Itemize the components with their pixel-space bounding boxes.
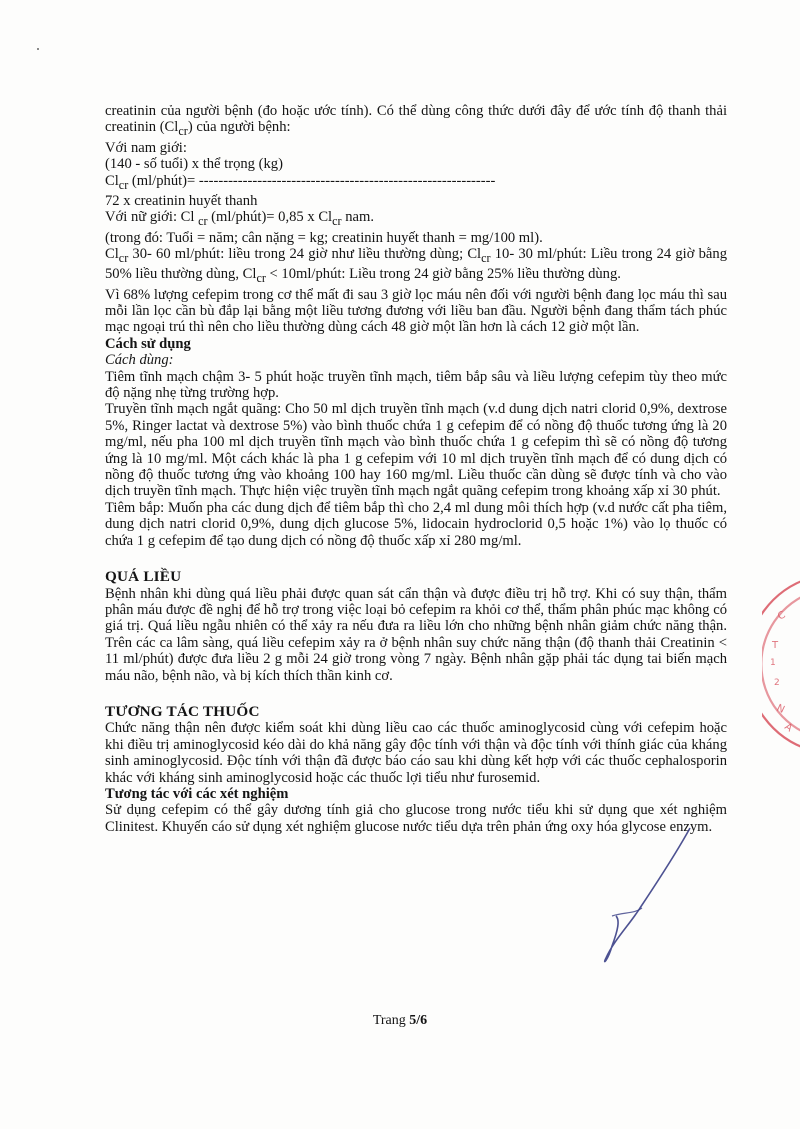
svg-text:A: A [782, 721, 795, 735]
interaction-heading: TƯƠNG TÁC THUỐC [105, 702, 260, 720]
usage-heading: Cách sử dụng [105, 335, 191, 352]
overdose-heading: QUÁ LIỀU [105, 568, 182, 586]
page-number: 5/6 [409, 1013, 428, 1028]
svg-text:N: N [774, 702, 787, 716]
svg-text:1: 1 [770, 658, 776, 668]
section-gap [105, 684, 727, 704]
formula-numerator: (140 - số tuổi) x thể trọng (kg) [105, 156, 283, 173]
signature-mark-icon [590, 820, 710, 980]
lab-interaction-paragraph: Sử dụng cefepim có thể gây dương tính giả cho glucose trong nước tiểu khi sử dụng que xét nghiệm Clinitest. Khuyến cáo sử dụng xét nghiệm glucose nước tiểu dựa trên phản ứng oxy hóa glycose enzym. [105, 802, 727, 835]
formula-row: $Cl_{cr}$ (ml/phút)= ------------------------------------------------------------- [105, 172, 496, 192]
stamp-seal-icon [762, 560, 800, 760]
dialysis-paragraph: Vì 68% lượng cefepim trong cơ thể mất đi sau 3 giờ lọc máu nên đối với người bệnh đang lọc máu thì sau mỗi lần lọc cần bù đắp lại bằng một liều tương đương với liều ban đầu. Người bệnh đang thẩm tách phúc mạc ngoại trú thì nên cho liều thường dùng cách 48 giờ một lần hơn là cách 12 giờ một lần. [105, 286, 727, 336]
overdose-paragraph: Bệnh nhân khi dùng quá liều phải được quan sát cẩn thận và được điều trị hỗ trợ. Khi có suy thận, thẩm phân máu được đề nghị để hỗ trợ trong việc loại bỏ cefepim ra khỏi cơ thể, thẩm phân phúc mạc không có giá trị. Quá liều ngẫu nhiên có thể xảy ra nếu đưa ra liều lớn cho những bệnh nhân giảm chức năng thận. Trên các ca lâm sàng, quá liều cefepim xảy ra ở bệnh nhân suy chức năng thận (độ thanh thải Creatinin < 11 ml/phút) được đưa liều 2 g mỗi 24 giờ trong vòng 7 ngày. Bệnh nhân gặp phải tác dụng tai biến mạch máu não, bệnh não, và bị kích thích thần kinh cơ. [105, 585, 727, 684]
scan-speck [37, 48, 39, 50]
paragraph-clearance-intro: creatinin của người bệnh (đo hoặc ước tính). Có thể dùng công thức dưới đây để ước tính độ thanh thải creatinin $(Cl_{cr})$ của người bệnh: [105, 103, 727, 139]
usage-paragraph-1: Tiêm tĩnh mạch chậm 3- 5 phút hoặc truyền tĩnh mạch, tiêm bắp sâu và liều lượng cefepim tùy theo mức độ nặng nhẹ từng trường hợp. [105, 368, 727, 402]
usage-paragraph-3: Tiêm bắp: Muốn pha các dung dịch để tiêm bắp thì cho 2,4 ml dung môi thích hợp (v.d nước cất pha tiêm, dung dịch natri clorid 0,9%, dung dịch glucose 5%, lidocain hydroclorid 0,5 hoặc 1%) vào lọ thuốc có chứa 1 g cefepim để tạo dung dịch có nồng độ thuốc xấp xỉ 280 mg/ml. [105, 499, 727, 549]
method-heading: Cách dùng: [105, 352, 174, 369]
formula-fraction-line: ------------------------------------------------------------- [198, 172, 496, 189]
formula-denominator: 72 x creatinin huyết thanh [105, 192, 258, 209]
interaction-paragraph: Chức năng thận nên được kiểm soát khi dùng liều cao các thuốc aminoglycosid cùng với cefepim hoặc khi điều trị aminoglycosid kéo dài do khả năng gây độc tính với thận và độc tính với thính giác của kháng sinh aminoglycosid. Độc tính với thận đã được báo cáo sau khi dùng kết hợp với các thuốc cephalosporin khác với kháng sinh aminoglycosid hoặc các thuốc lợi tiểu như furosemid. [105, 720, 727, 786]
page-footer: Trang 5/6 [372, 1013, 428, 1028]
svg-text:T: T [772, 640, 779, 651]
usage-paragraph-2: Truyền tĩnh mạch ngắt quãng: Cho 50 ml dịch truyền tĩnh mạch (v.d dung dịch natri clorid 0,9%, dextrose 5%, Ringer lactat và dextrose 5%) vào bình thuốc chứa 1 g cefepim để có nồng độ thuốc tương ứng là 20 mg/ml, nếu pha 100 ml dịch truyền tĩnh mạch vào bình thuốc chứa 1 g cefepim thì sẽ có nồng độ tương ứng là 10 mg/ml. Một cách khác là pha 1 g cefepim với 10 ml dịch truyền tĩnh mạch để có dung dịch có nồng độ thuốc tương ứng vào khoảng 100 hay 160 mg/ml. Liều thuốc cần dùng sẽ được tính và cho vào dịch truyền tĩnh mạch. Thực hiện việc truyền tĩnh mạch ngắt quãng cefepim trong khoảng xấp xỉ 30 phút. [105, 401, 727, 500]
svg-text:C: C [776, 609, 788, 623]
female-formula: Với nữ giới: Cl $_{cr}$ (ml/phút)= 0,85 x $Cl_{cr}$ nam. [105, 209, 374, 229]
units-note: (trong đó: Tuổi = năm; cân nặng = kg; creatinin huyết thanh = mg/100 ml). [105, 229, 543, 246]
dose-adjustment: $Cl_{cr}$ 30- 60 ml/phút: liều trong 24 giờ như liều thường dùng; $Cl_{cr}$ 10- 30 ml/phút: Liều trong 24 giờ bằng 50% liều thường dùng, $Cl_{cr}$ < 10ml/phút: Liều trong 24 giờ bằng 25% liều thường dùng. [105, 245, 727, 286]
lab-interaction-heading: Tương tác với các xét nghiệm [105, 785, 289, 802]
male-label: Với nam giới: [105, 139, 187, 156]
section-gap [105, 549, 727, 569]
svg-text:2: 2 [774, 678, 780, 688]
document-body [105, 103, 727, 835]
